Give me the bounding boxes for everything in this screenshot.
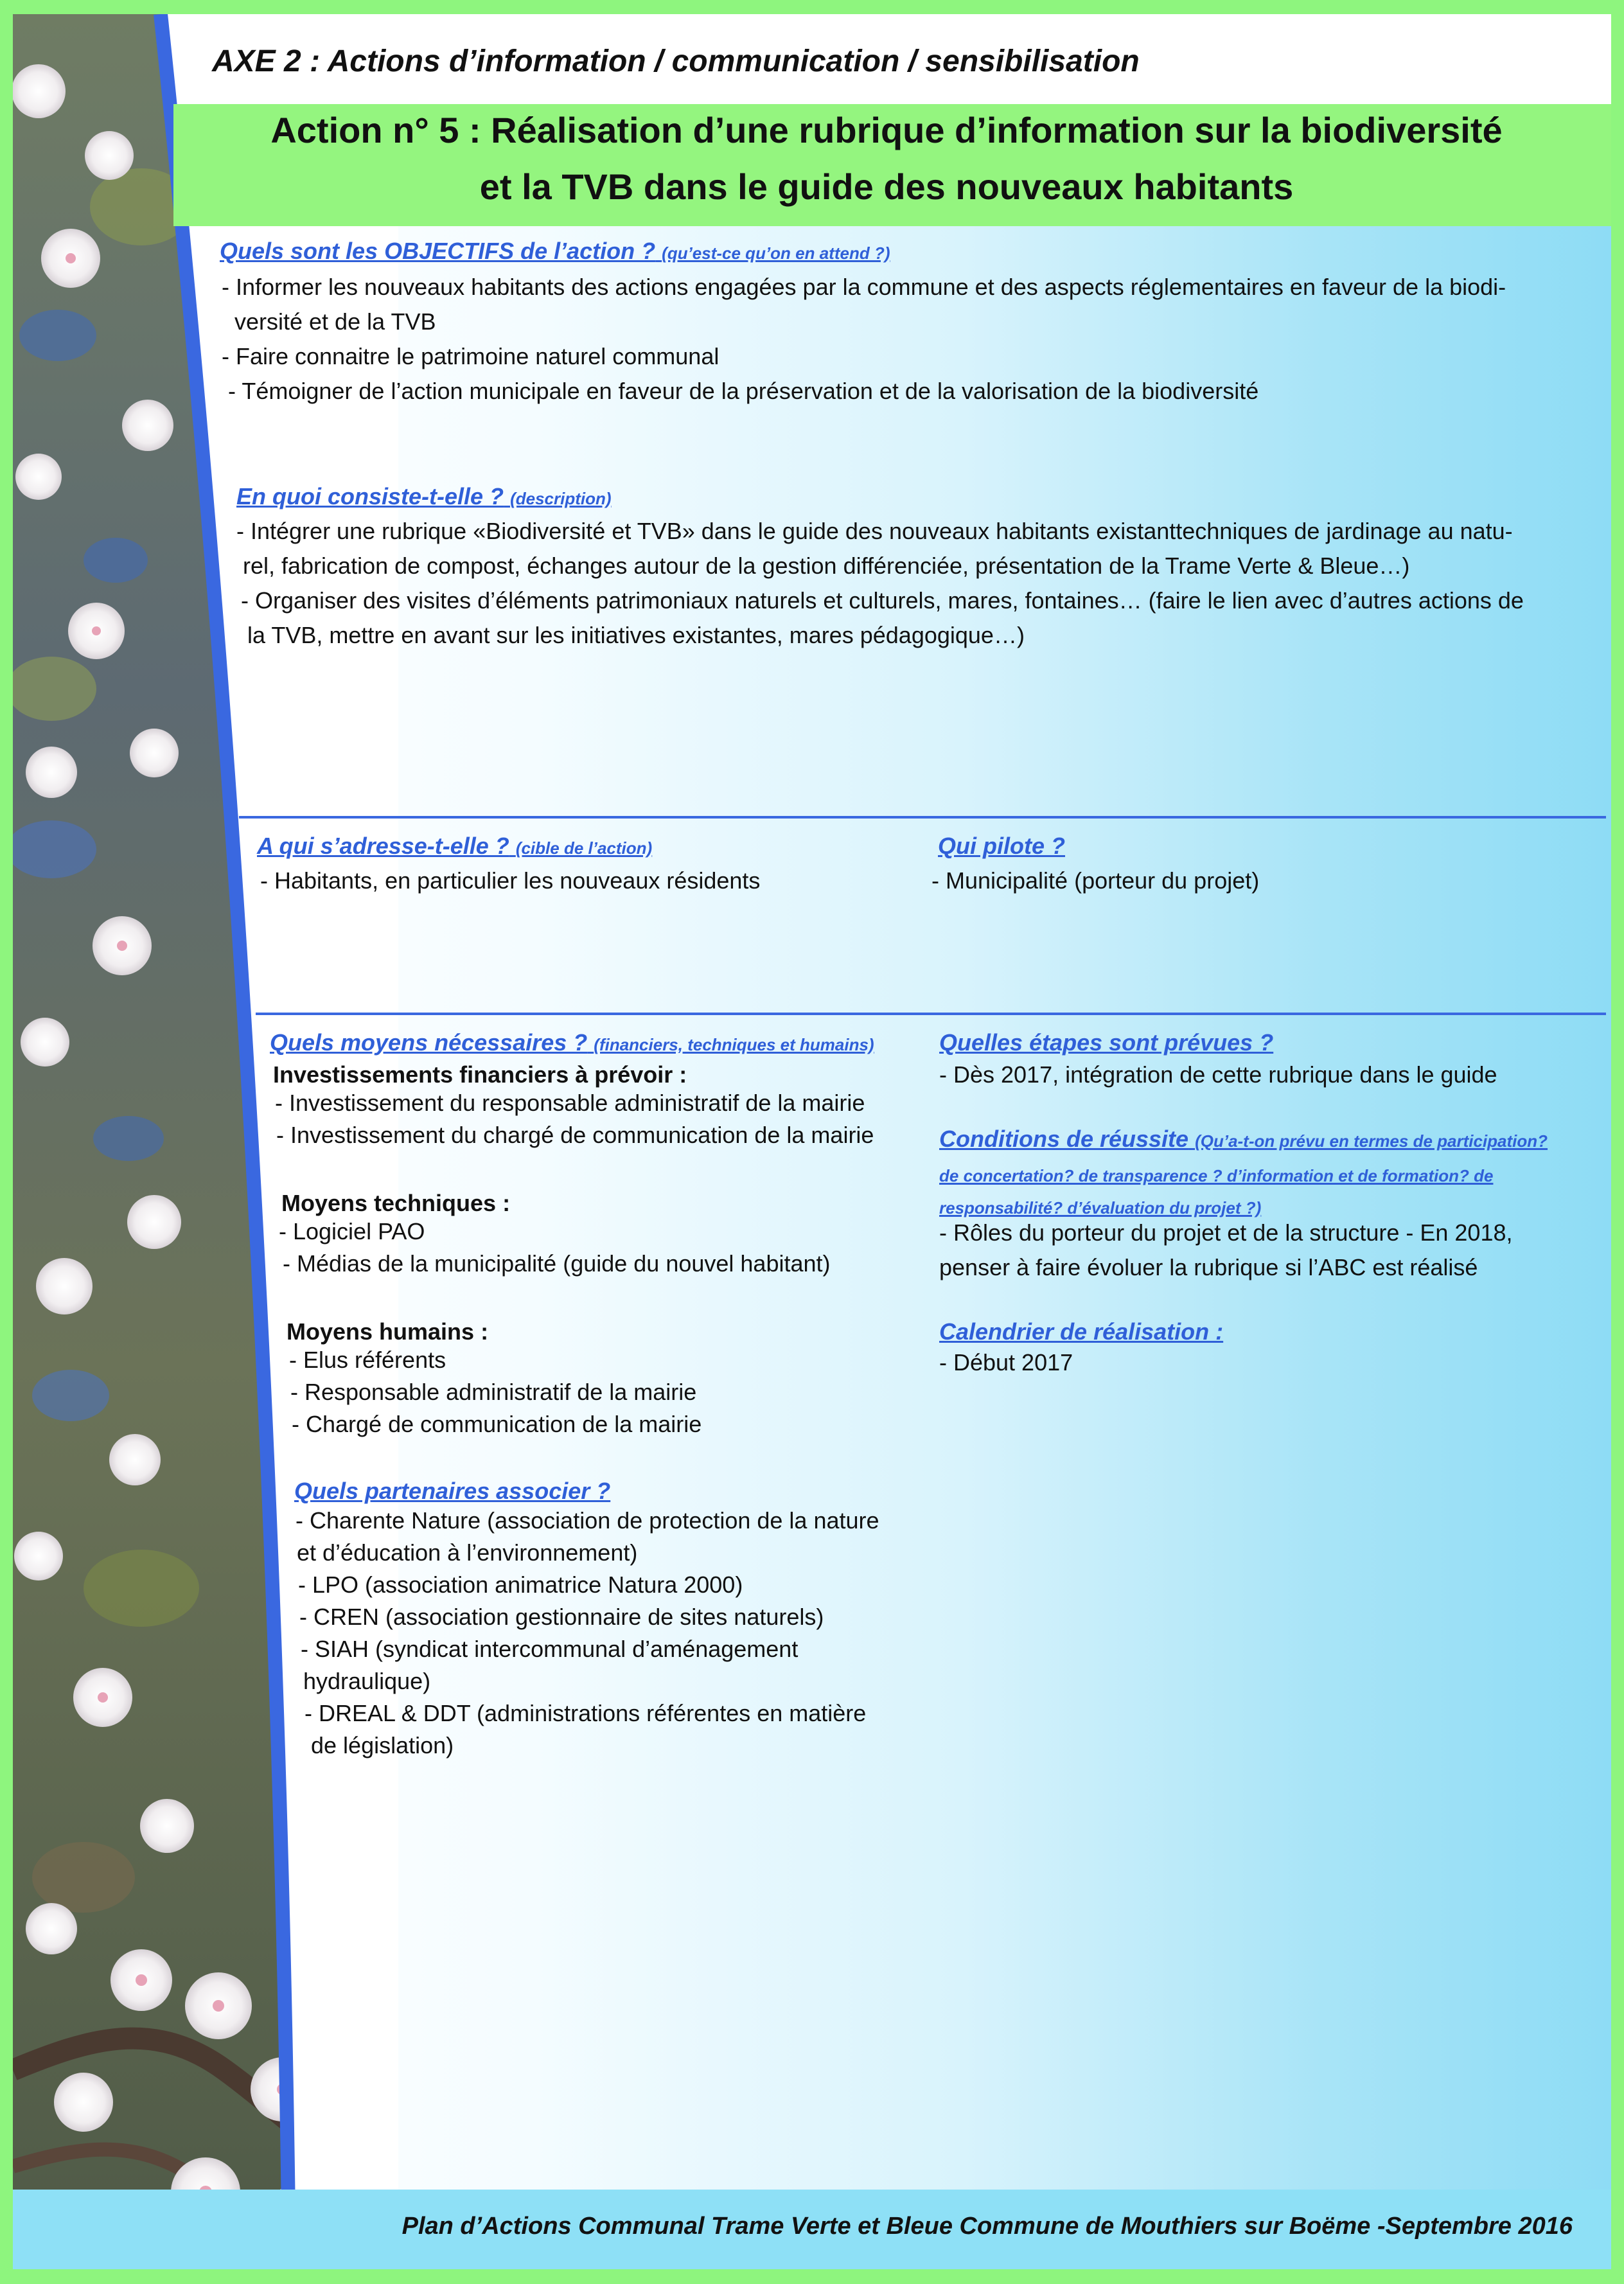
conditions-line: penser à faire évoluer la rubrique si l’ABC est réalisé (939, 1254, 1478, 1280)
target-text: - Habitants, en particulier les nouveaux résidents (260, 867, 761, 894)
objectives-line: - Témoigner de l’action municipale en faveur de la préservation et de la valorisation de la biodiversité (228, 378, 1259, 404)
conditions-sub: de concertation? de transparence ? d’information et de formation? de (939, 1166, 1494, 1185)
human-title: Moyens humains : (287, 1318, 489, 1345)
action-title-line2: et la TVB dans le guide des nouveaux habitants (479, 166, 1294, 207)
divider (256, 1013, 1606, 1015)
financial-item: - Investissement du responsable administratif de la mairie (275, 1090, 865, 1116)
partner-line: hydraulique) (303, 1668, 431, 1694)
technical-item: - Médias de la municipalité (guide du nouvel habitant) (283, 1250, 831, 1277)
description-line: la TVB, mettre en avant sur les initiatives existantes, mares pédagogique…) (247, 622, 1025, 648)
partner-line: - LPO (association animatrice Natura 2000) (298, 1571, 743, 1598)
human-item: - Elus référents (289, 1347, 446, 1373)
partner-line: de législation) (311, 1732, 454, 1758)
footer-text: Plan d’Actions Communal Trame Verte et Bleue Commune de Mouthiers sur Boëme -Septembre 2016 (402, 2213, 1573, 2240)
objectives-line: - Faire connaitre le patrimoine naturel communal (222, 343, 719, 369)
partner-line: - Charente Nature (association de protection de la nature (296, 1507, 879, 1534)
description-line: - Intégrer une rubrique «Biodiversité et TVB» dans le guide des nouveaux habitants existanttechniques de jardinage au natu- (236, 518, 1513, 544)
action-title-line1: Action n° 5 : Réalisation d’une rubrique d’information sur la biodiversité (270, 110, 1503, 150)
technical-item: - Logiciel PAO (279, 1218, 425, 1244)
conditions-line: - Rôles du porteur du projet et de la structure - En 2018, (939, 1219, 1513, 1246)
conditions-sub: responsabilité? d’évaluation du projet ?) (939, 1198, 1262, 1217)
human-item: - Chargé de communication de la mairie (292, 1411, 702, 1437)
description-line: - Organiser des visites d’éléments patrimoniaux naturels et culturels, mares, fontaines… (faire le lien avec d’autres actions de (241, 587, 1524, 614)
axis-label: AXE 2 : Actions d’information / communication / sensibilisation (212, 44, 1140, 78)
partner-line: - CREN (association gestionnaire de sites naturels) (299, 1604, 824, 1630)
steps-text: - Dès 2017, intégration de cette rubrique dans le guide (939, 1061, 1497, 1088)
partners-heading: Quels partenaires associer ? (294, 1478, 611, 1504)
pilot-text: - Municipalité (porteur du projet) (931, 867, 1260, 894)
partner-line: - SIAH (syndicat intercommunal d’aménagement (301, 1636, 799, 1662)
financial-title: Investissements financiers à prévoir : (273, 1061, 687, 1088)
steps-heading: Quelles étapes sont prévues ? (939, 1029, 1274, 1056)
calendar-text: - Début 2017 (939, 1349, 1073, 1376)
objectives-line: versité et de la TVB (234, 308, 436, 335)
means-heading: Quels moyens nécessaires ? (financiers, techniques et humains) (270, 1029, 874, 1056)
description-line: rel, fabrication de compost, échanges autour de la gestion différenciée, présentation de la Trame Verte & Bleue…) (243, 553, 1410, 579)
objectives-heading: Quels sont les OBJECTIFS de l’action ? (qu’est-ce qu’on en attend ?) (220, 238, 890, 264)
pilot-heading: Qui pilote ? (938, 833, 1065, 859)
objectives-line: - Informer les nouveaux habitants des actions engagées par la commune et des aspects réglementaires en faveur de la biodi- (222, 274, 1506, 300)
partner-line: et d’éducation à l’environnement) (297, 1539, 638, 1566)
description-heading: En quoi consiste-t-elle ? (description) (236, 483, 612, 509)
calendar-heading: Calendrier de réalisation : (939, 1318, 1224, 1345)
divider (239, 816, 1606, 819)
financial-item: - Investissement du chargé de communication de la mairie (276, 1122, 874, 1148)
conditions-heading: Conditions de réussite (Qu’a-t-on prévu en termes de participation? (939, 1126, 1548, 1152)
technical-title: Moyens techniques : (281, 1190, 511, 1216)
partner-line: - DREAL & DDT (administrations référentes en matière (304, 1700, 867, 1726)
human-item: - Responsable administratif de la mairie (290, 1379, 697, 1405)
target-heading: A qui s’adresse-t-elle ? (cible de l’action) (257, 833, 653, 859)
